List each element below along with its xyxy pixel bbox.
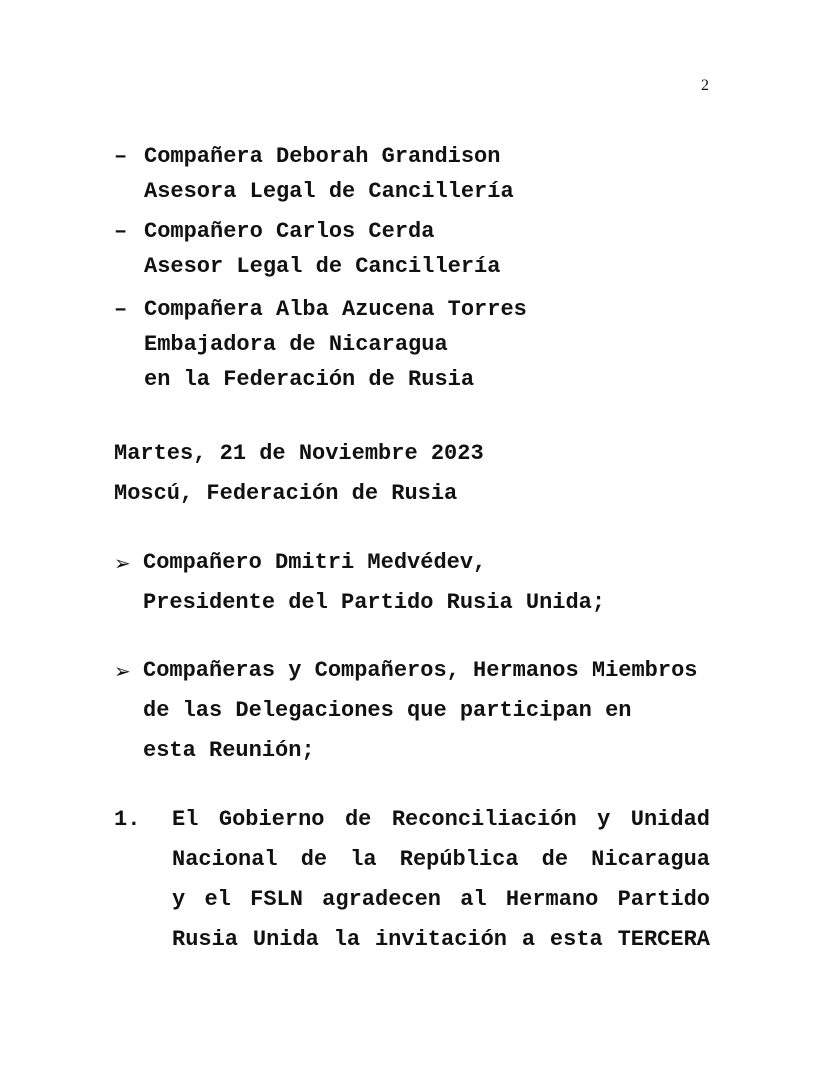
dash-bullet: – [114, 219, 128, 244]
paragraph-line: El Gobierno de Reconciliación y Unidad [172, 807, 710, 832]
page-number: 2 [701, 77, 709, 94]
attendee-name: Compañera Alba Azucena Torres [144, 297, 527, 322]
salutation-line: Presidente del Partido Rusia Unida; [143, 590, 606, 615]
attendee-title: Asesora Legal de Cancillería [144, 179, 514, 204]
salutation-line: Compañeras y Compañeros, Hermanos Miembros [143, 658, 698, 683]
attendee-name: Compañera Deborah Grandison [144, 144, 501, 169]
attendee-entry [114, 139, 514, 209]
paragraph-line: Rusia Unida la invitación a esta TERCERA [172, 927, 710, 952]
attendee-name: Compañero Carlos Cerda [144, 219, 435, 244]
salutation-line: Compañero Dmitri Medvédev, [143, 550, 487, 575]
numbered-paragraph [114, 800, 710, 960]
salutation-line: esta Reunión; [143, 738, 315, 763]
attendee-entry [114, 214, 500, 284]
arrow-bullet-icon: ➢ [114, 551, 131, 575]
date-line: Martes, 21 de Noviembre 2023 [114, 441, 484, 466]
attendee-title: en la Federación de Rusia [144, 367, 475, 392]
attendee-entry [114, 292, 527, 397]
salutation-entry [114, 651, 698, 771]
paragraph-number: 1. [114, 807, 141, 832]
salutation-entry [114, 543, 605, 623]
salutation-line: de las Delegaciones que participan en [143, 698, 632, 723]
place-line: Moscú, Federación de Rusia [114, 481, 458, 506]
attendee-title: Asesor Legal de Cancillería [144, 254, 501, 279]
dash-bullet: – [114, 144, 128, 169]
dash-bullet: – [114, 297, 128, 322]
attendee-title: Embajadora de Nicaragua [144, 332, 448, 357]
paragraph-line: Nacional de la República de Nicaragua [172, 847, 710, 872]
paragraph-line: y el FSLN agradecen al Hermano Partido [172, 887, 710, 912]
arrow-bullet-icon: ➢ [114, 659, 131, 683]
